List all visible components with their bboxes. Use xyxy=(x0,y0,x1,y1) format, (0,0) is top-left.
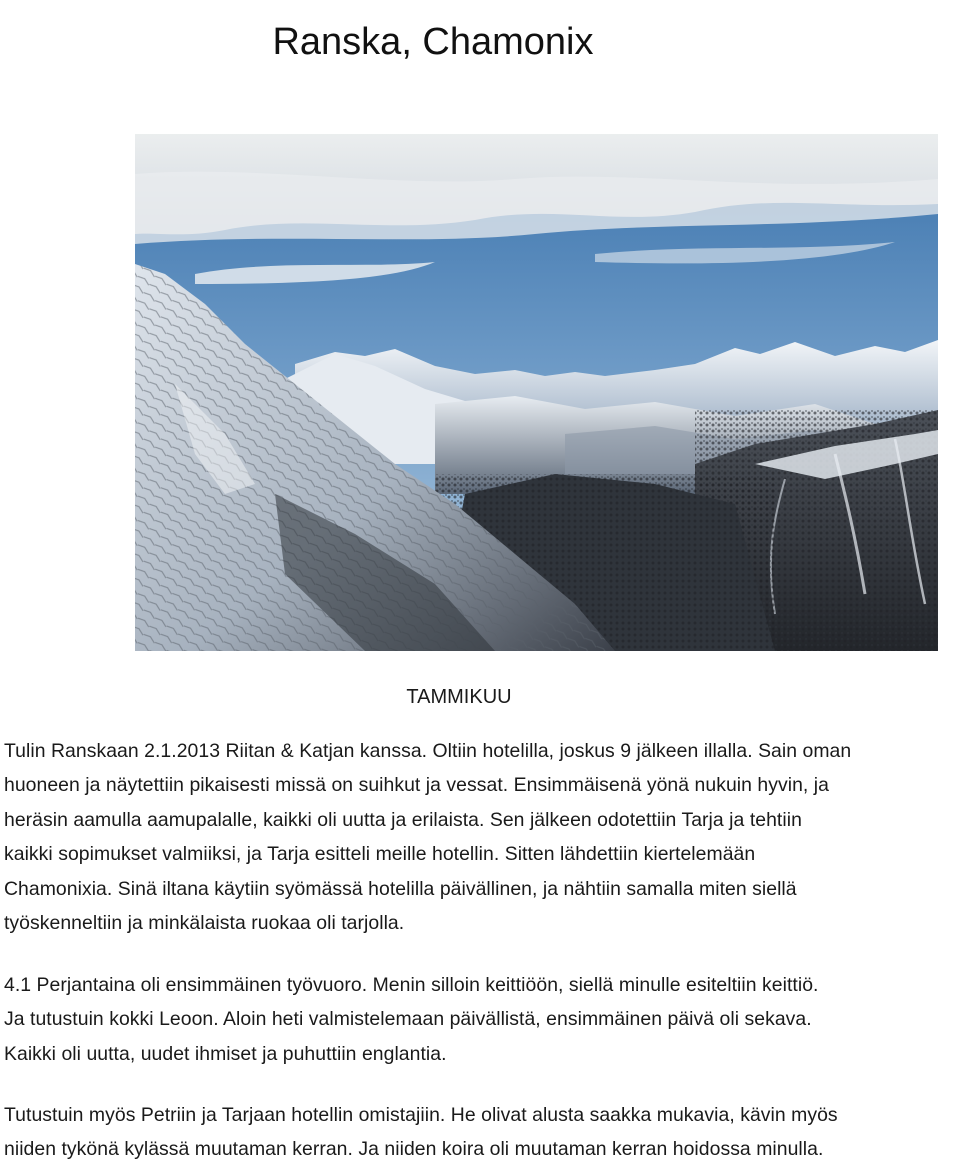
paragraph-arrival xyxy=(4,734,960,940)
paragraph-line: Kaikki oli uutta, uudet ihmiset ja puhuttiin englantia. xyxy=(4,1042,447,1065)
paragraph-line: Ja tutustuin kokki Leoon. Aloin heti valmistelemaan päivällistä, ensimmäinen päivä oli sekava. xyxy=(4,1008,812,1031)
paragraph-line: Tutustuin myös Petriin ja Tarjaan hotellin omistajiin. He olivat alusta saakka mukavia, kävin myös xyxy=(4,1104,838,1126)
paragraph-line: 4.1 Perjantaina oli ensimmäinen työvuoro. Menin silloin keittiöön, siellä minulle esiteltiin keittiö. xyxy=(4,974,819,996)
month-heading: TAMMIKUU xyxy=(406,686,512,708)
mountain-landscape-photo xyxy=(135,134,938,651)
paragraph-first-shift xyxy=(4,968,960,1071)
paragraph-line: työskenneltiin ja minkälaista ruokaa oli tarjolla. xyxy=(4,912,405,935)
paragraph-line: Tulin Ranskaan 2.1.2013 Riitan & Katjan kanssa. Oltiin hotelilla, joskus 9 jälkeen illalla. Sain oman xyxy=(4,740,852,762)
paragraph-line: heräsin aamulla aamupalalle, kaikki oli uutta ja erilaista. Sen jälkeen odotettiin Tarja ja tehtiin xyxy=(4,808,802,831)
paragraph-line: huoneen ja näytettiin pikaisesti missä on suihkut ja vessat. Ensimmäisenä yönä nukuin hyvin, ja xyxy=(4,774,829,797)
paragraph-line: Chamonixia. Sinä iltana käytiin syömässä hotelilla päivällinen, ja nähtiin samalla miten siellä xyxy=(4,877,797,900)
paragraph-line: kaikki sopimukset valmiiksi, ja Tarja esitteli meille hotellin. Sitten lähdettiin kiertelemään xyxy=(4,843,756,866)
paragraph-line: niiden tykönä kylässä muutaman kerran. Ja niiden koira oli muutaman kerran hoidossa minulla. xyxy=(4,1138,824,1161)
paragraph-hotel-owners xyxy=(4,1098,960,1167)
document-title: Ranska, Chamonix xyxy=(272,21,594,64)
